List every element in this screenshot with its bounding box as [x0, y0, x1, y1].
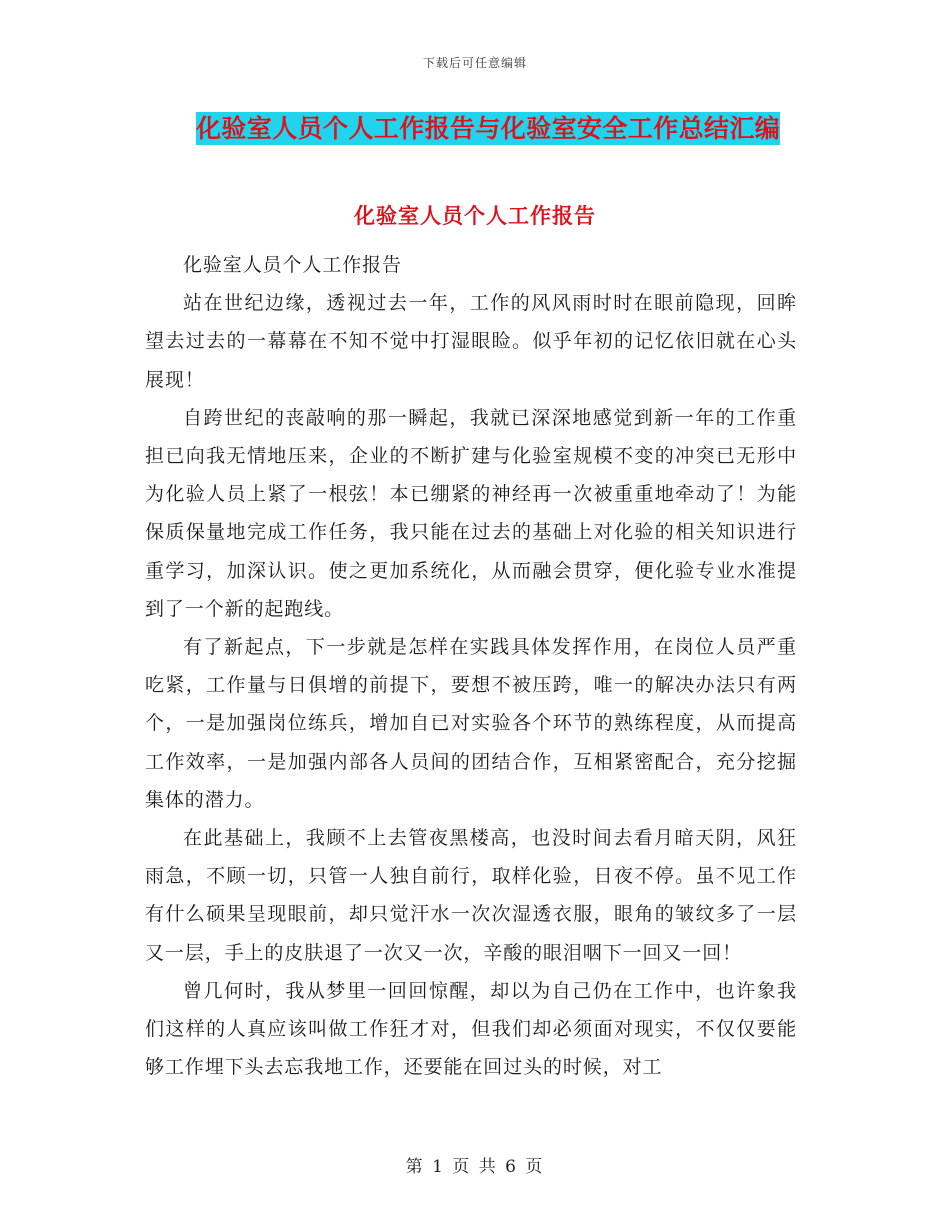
document-title: 化验室人员个人工作报告与化验室安全工作总结汇编 [196, 114, 781, 143]
section-title: 化验室人员个人工作报告 [354, 203, 596, 228]
document-title-container [196, 112, 802, 145]
paragraph: 曾几何时，我从梦里一回回惊醒，却以为自己仍在工作中，也许象我们这样的人真应该叫做工作狂才对，但我们却必须面对现实，不仅仅要能够工作埋下头去忘我地工作，还要能在回过头的时候，对工 [145, 979, 797, 1079]
paragraph: 有了新起点，下一步就是怎样在实践具体发挥作用，在岗位人员严重吃紧，工作量与日俱增的前提下，要想不被压跨，唯一的解决办法只有两个，一是加强岗位练兵，增加自已对实验各个环节的熟练程度，从而提高工作效率，一是加强内部各人员间的团结合作，互相紧密配合，充分挖掘集体的潜力。 [145, 636, 797, 811]
paragraph: 在此基础上，我顾不上去管夜黑楼高，也没时间去看月暗天阴，风狂雨急，不顾一切，只管一人独自前行，取样化验，日夜不停。虽不见工作有什么硕果呈现眼前，却只觉汗水一次次湿透衣服，眼角的皱纹多了一层又一层，手上的皮肤退了一次又一次，辛酸的眼泪咽下一回又一回！ [145, 827, 797, 964]
paragraph: 站在世纪边缘，透视过去一年，工作的风风雨时时在眼前隐现，回眸望去过去的一幕幕在不知不觉中打湿眼睑。似乎年初的记忆依旧就在心头展现！ [145, 292, 797, 391]
paragraph: 自跨世纪的丧敲响的那一瞬起，我就已深深地感觉到新一年的工作重担已向我无情地压来，企业的不断扩建与化验室规模不变的冲突已无形中为化验人员上紧了一根弦！本已绷紧的神经再一次被重重地牵动了！为能保质保量地完成工作任务，我只能在过去的基础上对化验的相关知识进行重学习，加深认识。使之更加系统化，从而融会贯穿，便化验专业水准提到了一个新的起跑线。 [145, 406, 797, 620]
header-note: 下载后可任意编辑 [422, 56, 527, 70]
paragraph-subtitle: 化验室人员个人工作报告 [183, 254, 402, 276]
body-text [145, 246, 797, 1086]
page-number-footer: 第 1 页 共 6 页 [405, 1157, 545, 1177]
